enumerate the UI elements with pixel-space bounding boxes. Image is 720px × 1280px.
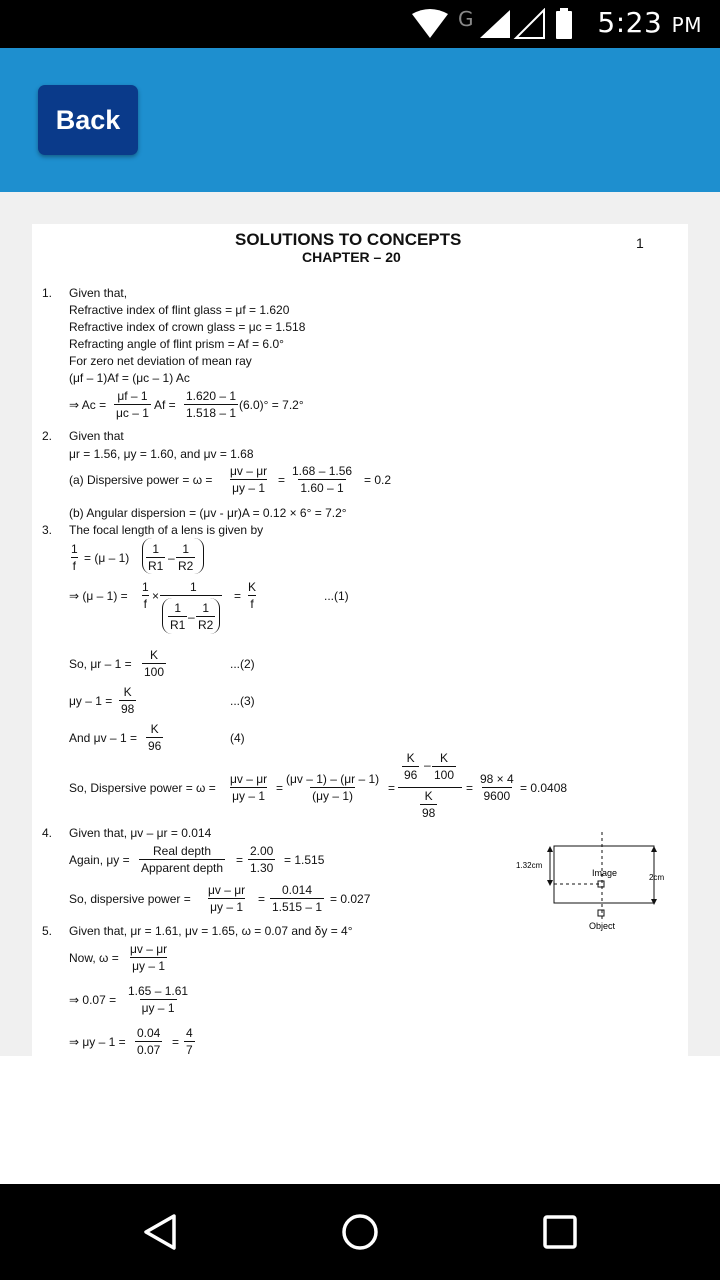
- document-page: [32, 224, 688, 1056]
- q2-line2: μr = 1.56, μy = 1.60, and μv = 1.68: [69, 447, 254, 461]
- q5-now-frac: $\frac{\mu v - \mu r}{\mu y - 1}$: [130, 942, 168, 973]
- q4-sd-frac-1: $\frac{\mu v - \mu r}{\mu y - 1}$: [208, 883, 246, 914]
- q1-line: Refractive index of flint glass = μf = 1.620: [69, 303, 290, 317]
- q3-dp-eq3: =: [466, 781, 474, 795]
- q3-and-lhs: And μv – 1 =: [69, 731, 137, 745]
- status-icons-svg: [410, 8, 580, 40]
- status-icons: [410, 8, 580, 40]
- back-triangle-icon: [140, 1212, 180, 1252]
- q5-e3-frac: $\frac{0.04}{0.07}$: [137, 1026, 161, 1056]
- q3-line1: The focal length of a lens is given by: [69, 523, 264, 537]
- q1-af: Af =: [154, 398, 176, 412]
- q3-so-lhs: So, μr – 1 =: [69, 657, 132, 671]
- q3-dp-k96: $\frac{K}{96}$: [404, 751, 418, 782]
- q3-e2-r1-frac: $\frac{1}{R1}$: [170, 601, 186, 632]
- q5-line1: Given that, μr = 1.61, μv = 1.65, ω = 0.07 and δy = 4°: [69, 924, 353, 938]
- q4-sd-lhs: So, dispersive power =: [69, 892, 191, 906]
- q5-e2-lhs: ⇒ 0.07 =: [69, 993, 117, 1007]
- q3-dp-k100: $\frac{K}{100}$: [434, 751, 455, 782]
- clock-ampm: PM: [671, 13, 702, 37]
- status-bar: [0, 0, 720, 48]
- q1-number: 1.: [42, 286, 53, 300]
- q3-dp-eq: =: [276, 781, 284, 795]
- battery-icon: [556, 11, 572, 39]
- nav-recents-button[interactable]: [520, 1202, 600, 1262]
- object-marker: [598, 910, 604, 916]
- q2-a-frac-2: $\frac{1.68 - 1.56}{1.60 - 1}$: [292, 464, 353, 495]
- q2-line1: Given that: [69, 429, 124, 443]
- q5-e3-eq: =: [172, 1035, 180, 1049]
- fig-right-label: 2cm: [649, 873, 665, 882]
- q3-r2-frac: $\frac{1}{R2}$: [178, 542, 194, 573]
- q5-number: 5.: [42, 924, 53, 938]
- q2-a-frac-1: $\frac{\mu v - \mu r}{\mu y - 1}$: [230, 464, 268, 495]
- document-viewer[interactable]: [0, 192, 720, 1184]
- fig-image-label: Image: [592, 868, 618, 878]
- q1-frac-1: $\frac{\mu f - 1}{\mu c - 1}$: [116, 389, 149, 420]
- q5-e2-frac: $\frac{1.65 - 1.61}{\mu y - 1}$: [128, 984, 189, 1015]
- recents-square-icon: [540, 1212, 580, 1252]
- q3-e2-frac: $\frac{1}{f}$: [142, 580, 149, 611]
- q5-e3-frac-2: $\frac{4}{7}$: [186, 1026, 193, 1056]
- q3-e1-frac: $\frac{1}{f}$: [71, 542, 78, 573]
- right-arrow-up: [651, 846, 657, 852]
- q5-now-lhs: Now, ω =: [69, 951, 119, 965]
- home-circle-icon: [340, 1212, 380, 1252]
- q3-e2-lhs: ⇒ (μ – 1) =: [69, 589, 128, 603]
- signal-icon: [480, 10, 510, 38]
- q3-dp-lhs: So, Dispersive power = ω =: [69, 781, 216, 795]
- q3-uy-lhs: μy – 1 =: [69, 694, 113, 708]
- q4-eq: =: [236, 853, 244, 867]
- q2-a-label: (a) Dispersive power = ω =: [69, 473, 213, 487]
- q4-ag-frac-1: Real depth Apparent depth: [141, 844, 224, 875]
- q3-times: ×: [152, 589, 160, 603]
- q3-dp-big-bar: [398, 787, 462, 788]
- nav-home-button[interactable]: [320, 1202, 400, 1262]
- back-button[interactable]: Back: [38, 85, 138, 155]
- q3-dp-frac-4: $\frac{98 \times 4}{9600}$: [480, 772, 514, 803]
- q3-r1-frac: $\frac{1}{R1}$: [148, 542, 164, 573]
- q4-figure: [512, 832, 672, 932]
- q2-number: 2.: [42, 429, 53, 443]
- signal-letter: G: [458, 8, 474, 31]
- q3-tag3: ...(3): [230, 694, 255, 708]
- q2-eq: =: [278, 473, 286, 487]
- app-bar: [0, 48, 720, 192]
- fig-object-label: Object: [589, 921, 616, 931]
- q4-sd-result: = 0.027: [330, 892, 371, 906]
- fig-left-label: 1.32cm: [516, 861, 543, 870]
- q1-line: Refractive index of crown glass = μc = 1.518: [69, 320, 306, 334]
- right-arrow-down: [651, 899, 657, 905]
- q3-dp-k98: $\frac{K}{98}$: [422, 789, 436, 820]
- q4-ag-frac-2: $\frac{2.00}{1.30}$: [250, 844, 274, 875]
- q4-ag-result: = 1.515: [284, 853, 325, 867]
- q3-tag4: (4): [230, 731, 245, 745]
- q1-frac-2: $\frac{1.620 - 1}{1.518 - 1}$: [186, 389, 237, 420]
- q3-k-frac: $\frac{K}{f}$: [248, 580, 257, 611]
- doc-title: SOLUTIONS TO CONCEPTS: [235, 230, 462, 249]
- q3-big-num: 1: [190, 580, 197, 594]
- q3-dp-minus: –: [424, 758, 431, 772]
- wifi-icon: [412, 9, 448, 38]
- q4-sd-eq: =: [258, 892, 266, 906]
- clock: [597, 6, 702, 39]
- signal-empty-icon: [516, 10, 544, 38]
- q5-e3-lhs: ⇒ μy – 1 =: [69, 1035, 126, 1049]
- q1-line: Refracting angle of flint prism = Af = 6.0°: [69, 337, 284, 351]
- q3-dp-result: = 0.0408: [520, 781, 568, 795]
- clock-time: 5:23: [597, 6, 663, 39]
- q1-eq-lhs: ⇒ Ac =: [69, 398, 107, 412]
- q3-e2-r2-frac: $\frac{1}{R2}$: [198, 601, 214, 632]
- q3-dp-frac-2: $\frac{(\mu v - 1) - (\mu r - 1)}{(\mu y - 1)}$: [286, 772, 380, 803]
- q3-so-frac: $\frac{K}{100}$: [144, 648, 165, 679]
- q1-line: (μf – 1)Af = (μc – 1) Ac: [69, 371, 190, 385]
- q4-line1: Given that, μv – μr = 0.014: [69, 826, 212, 840]
- q3-uy-frac: $\frac{K}{98}$: [121, 685, 135, 716]
- viewer-blank-area: [0, 1056, 720, 1184]
- q3-e1-mid: = (μ – 1): [84, 551, 130, 565]
- q2-a-result: = 0.2: [364, 473, 392, 487]
- q3-big-bar: [160, 595, 222, 596]
- q3-e2-minus: –: [188, 610, 195, 624]
- q3-e2-eq: =: [234, 589, 242, 603]
- q3-minus: –: [168, 551, 175, 565]
- doc-chapter: CHAPTER – 20: [302, 249, 401, 265]
- left-arrow-down: [547, 880, 553, 886]
- q3-and-frac: $\frac{K}{96}$: [148, 722, 162, 753]
- q3-dp-frac-1: $\frac{\mu v - \mu r}{\mu y - 1}$: [230, 772, 268, 803]
- page-number: 1: [636, 235, 644, 251]
- q3-tag1: ...(1): [324, 589, 349, 603]
- q3-number: 3.: [42, 523, 53, 537]
- q3-dp-eq2: =: [388, 781, 396, 795]
- q4-number: 4.: [42, 826, 53, 840]
- navigation-bar: [0, 1184, 720, 1280]
- nav-back-button[interactable]: [120, 1202, 200, 1262]
- q4-sd-frac-2: $\frac{0.014}{1.515 - 1}$: [272, 883, 323, 914]
- q1-line: Given that,: [69, 286, 128, 300]
- q4-again-lhs: Again, μy =: [69, 853, 130, 867]
- left-arrow-up: [547, 846, 553, 852]
- q1-tail: (6.0)° = 7.2°: [239, 398, 304, 412]
- q3-tag2: ...(2): [230, 657, 255, 671]
- q2-b-line: (b) Angular dispersion = (μv - μr)A = 0.12 × 6° = 7.2°: [69, 506, 347, 520]
- q1-line: For zero net deviation of mean ray: [69, 354, 252, 368]
